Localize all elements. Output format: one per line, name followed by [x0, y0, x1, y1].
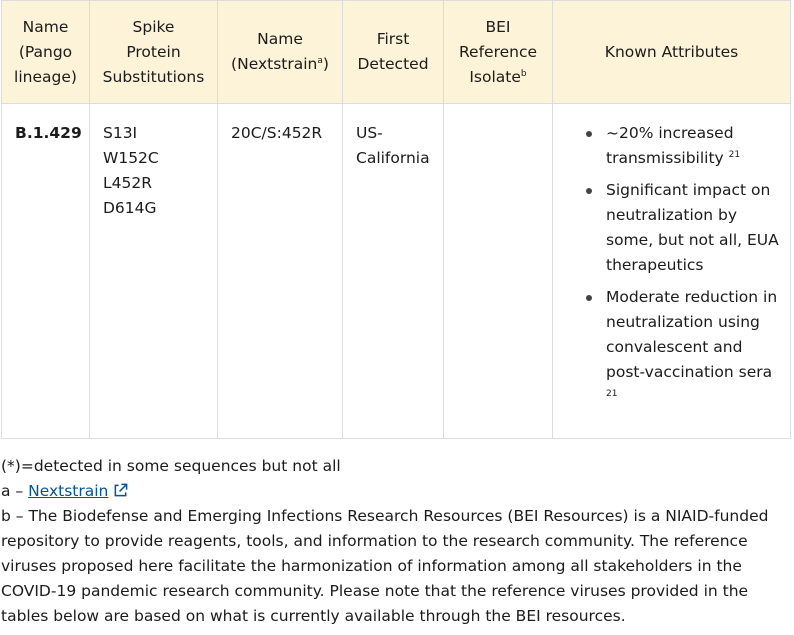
footnote-asterisk: (*)=detected in some sequences but not all — [1, 457, 341, 475]
cell-bei-isolate — [444, 104, 553, 439]
substitution-item: S13I — [103, 124, 138, 142]
substitution-item: L452R — [103, 174, 152, 192]
table-row — [2, 104, 791, 439]
substitution-item: W152C — [103, 149, 159, 167]
footnote-marker-b: b — [520, 68, 527, 79]
cell-first-detected: US-California — [343, 104, 444, 439]
list-item: ~20% increased transmissibility $^{21}$ — [566, 121, 782, 171]
header-first-detected: First Detected — [343, 1, 444, 104]
footnotes — [1, 454, 791, 629]
header-nextstrain-name: Name (Nextstrain$^a$) — [218, 1, 343, 104]
substitution-item: D614G — [103, 199, 157, 217]
header-bei-isolate: BEI Reference Isolate$^b$ — [444, 1, 553, 104]
header-spike-substitutions: Spike Protein Substitutions — [90, 1, 218, 104]
variants-table — [1, 0, 791, 439]
external-link-icon[interactable] — [113, 483, 128, 498]
cell-nextstrain: 20C/S:452R — [218, 104, 343, 439]
footnote-b: b – The Biodefense and Emerging Infections Research Resources (BEI Resources) is a NIAID-funded repository to provide reagents, tools, and information to the research community. The reference viruses proposed here facilitate the harmonization of information among all stakeholders in the COVID-19 pandemic research community. Please note that the reference viruses provided in the tables below are based on what is currently available through the BEI resources. — [1, 507, 769, 625]
header-known-attributes: Known Attributes — [553, 1, 791, 104]
attributes-list — [566, 121, 782, 410]
reference-marker: 21 — [606, 388, 618, 399]
header-pango-name: Name (Pango lineage) — [2, 1, 90, 104]
footnote-a: a – Nextstrain — [1, 479, 791, 504]
footnote-marker-a: a — [317, 55, 323, 66]
nextstrain-link[interactable]: Nextstrain — [28, 482, 109, 500]
list-item: Moderate reduction in neutralization using convalescent and post-vaccination sera $^{21}$ — [566, 285, 782, 410]
list-item: Significant impact on neutralization by some, but not all, EUA therapeutics — [566, 178, 782, 278]
table-header-row — [2, 1, 791, 104]
reference-marker: 21 — [728, 149, 741, 160]
cell-lineage: B.1.429 — [2, 104, 90, 439]
cell-known-attributes — [553, 104, 791, 439]
cell-substitutions — [90, 104, 218, 439]
